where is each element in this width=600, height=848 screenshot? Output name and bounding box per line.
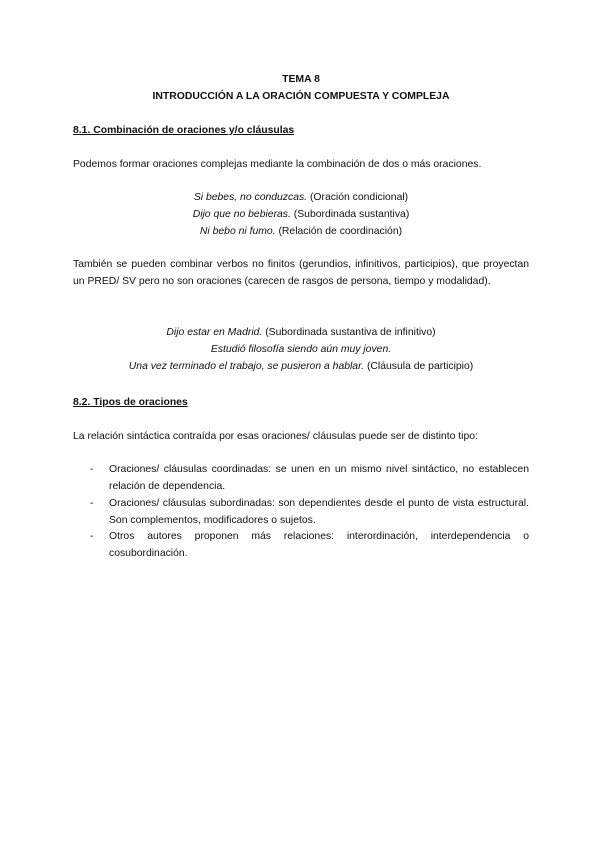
- list-item-text: Oraciones/ cláusulas subordinadas: son dependientes desde el punto de vista estructural. Son complementos, modificadores o sujetos.: [109, 497, 529, 526]
- list-item: [73, 496, 529, 530]
- example-line: [73, 359, 529, 376]
- example-label: (Oración condicional): [309, 192, 409, 203]
- topic-number: TEMA 8: [282, 74, 320, 85]
- example-sentence: Una vez terminado el trabajo, se pusieron a hablar.: [128, 361, 365, 372]
- section-2-intro: La relación sintáctica contraída por esas oraciones/ cláusulas puede ser de distinto tipo:: [73, 431, 478, 442]
- list-item: [73, 462, 529, 496]
- example-line: [73, 342, 529, 359]
- example-sentence: Ni bebo ni fumo.: [199, 226, 276, 237]
- example-sentence: Dijo estar en Madrid.: [166, 327, 263, 338]
- bullet-dash: -: [90, 464, 94, 475]
- example-label: (Cláusula de participio): [366, 361, 474, 372]
- bullet-dash: -: [90, 531, 94, 543]
- section-1-intro: Podemos formar oraciones complejas mediante la combinación de dos o más oraciones.: [73, 159, 482, 170]
- example-label: (Subordinada sustantiva): [293, 209, 410, 220]
- list-item-text: Otros autores proponen más relaciones: interordinación, interdependencia o cosubordinación.: [109, 531, 529, 560]
- example-line: [73, 190, 529, 207]
- section-heading-8-1: 8.1. Combinación de oraciones y/o cláusulas: [73, 125, 295, 136]
- example-line: [73, 325, 529, 342]
- example-label: (Subordinada sustantiva de infinitivo): [265, 327, 436, 338]
- example-line: [73, 207, 529, 224]
- example-sentence: Si bebes, no conduzcas.: [193, 192, 308, 203]
- bullet-dash: -: [90, 497, 94, 509]
- list-item-text: Oraciones/ cláusulas coordinadas: se unen en un mismo nivel sintáctico, no establecen relación de dependencia.: [109, 464, 529, 492]
- document-title: INTRODUCCIÓN A LA ORACIÓN COMPUESTA Y COMPLEJA: [152, 91, 450, 102]
- example-sentence: Dijo que no bebieras.: [192, 209, 291, 220]
- section-1-paragraph-2: También se pueden combinar verbos no finitos (gerundios, infinitivos, participios), que proyectan un PRED/ SV pero no son oraciones (carecen de rasgos de persona, tiempo y modalidad).: [73, 259, 529, 287]
- example-label: (Relación de coordinación): [278, 226, 403, 237]
- example-line: [73, 224, 529, 241]
- sentence-types-list: [73, 462, 529, 563]
- list-item: [73, 529, 529, 563]
- section-heading-8-2: 8.2. Tipos de oraciones: [73, 397, 188, 408]
- example-sentence: Estudió filosofía siendo aún muy joven.: [210, 344, 392, 355]
